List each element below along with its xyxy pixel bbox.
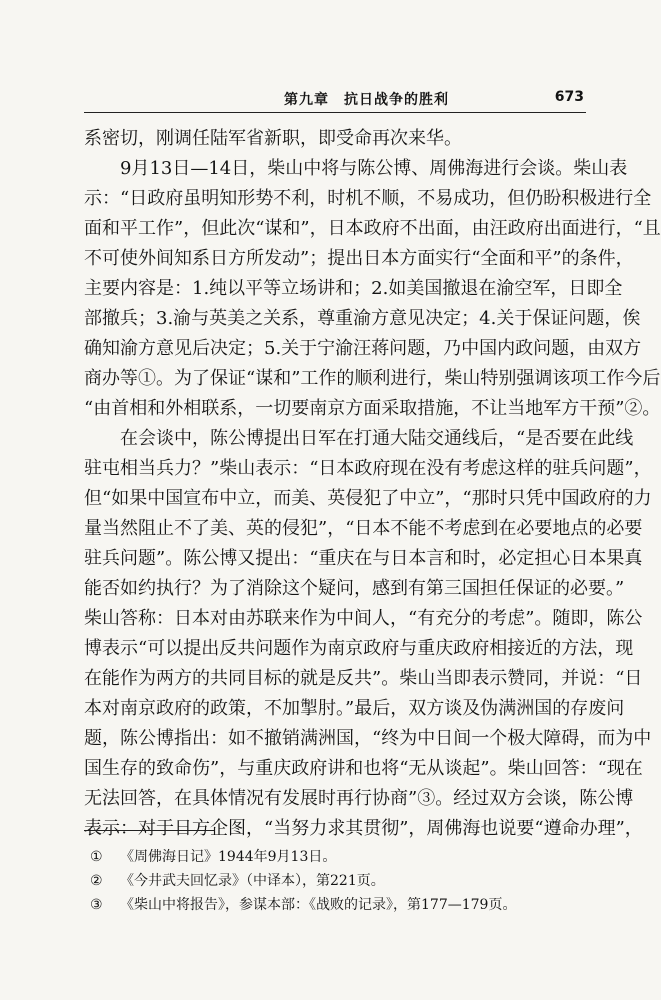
footnote-text: 《今井武夫回忆录》（中译本），第221页。	[120, 873, 385, 889]
text-line: 9月13日—14日，柴山中将与陈公博、周佛海进行会谈。柴山表	[120, 158, 628, 179]
footnote-marker: ②	[90, 873, 103, 889]
text-line: 能否如约执行？为了消除这个疑问，感到有第三国担任保证的必要。”	[84, 578, 625, 599]
text-line: 系密切，刚调任陆军省新职，即受命再次来华。	[84, 128, 462, 149]
text-line: 博表示“可以提出反共问题作为南京政府与重庆政府相接近的方法，现	[84, 638, 634, 659]
text-line: 确知渝方意见后决定；5.关于宁渝汪蒋问题，乃中国内政问题，由双方	[84, 338, 642, 359]
footnote-marker: ①	[90, 849, 103, 865]
footnote-text: 《柴山中将报告》，参谋本部：《战败的记录》，第177—179页。	[120, 897, 517, 913]
text-line: 商办等①。为了保证“谋和”工作的顺利进行，柴山特别强调该项工作今后	[84, 368, 661, 389]
text-line: 本对南京政府的政策，不加掣肘。”最后，双方谈及伪满洲国的存废问	[84, 698, 625, 719]
text-line: 主要内容是：1.纯以平等立场讲和；2.如美国撤退在渝空军，日即全	[84, 278, 623, 299]
text-line: 题，陈公博指出：如不撤销满洲国，“终为中日间一个极大障碍，而为中	[84, 728, 652, 749]
footnote	[90, 869, 586, 893]
chapter-title: 第九章 抗日战争的胜利	[284, 92, 449, 108]
text-line: 国生存的致命伤”，与重庆政府讲和也将“无从谈起”。柴山回答：“现在	[84, 758, 643, 779]
text-line: 示：“日政府虽明知形势不利，时机不顺，不易成功，但仍盼积极进行全	[84, 188, 652, 209]
footnote	[90, 893, 586, 917]
body-text	[84, 124, 661, 844]
text-line: 在会谈中，陈公博提出日军在打通大陆交通线后，“是否要在此线	[120, 428, 634, 449]
page-number: 673	[554, 89, 584, 105]
text-line: 柴山答称：日本对由苏联来作为中间人，“有充分的考虑”。随即，陈公	[84, 608, 643, 629]
footnote	[90, 845, 586, 869]
text-line: 在能作为两方的共同目标的就是反共”。柴山当即表示赞同，并说：“日	[84, 668, 643, 689]
running-header	[84, 88, 586, 113]
text-line: 表示：对于日方企图，“当努力求其贯彻”，周佛海也说要“遵命办理”，	[84, 818, 643, 839]
footnote-marker: ③	[90, 897, 103, 913]
footnote-divider	[84, 830, 214, 831]
footnotes	[90, 845, 586, 917]
text-line: 量当然阻止不了美、英的侵犯”，“日本不能不考虑到在必要地点的必要	[84, 518, 643, 539]
text-line: 部撤兵；3.渝与英美之关系，尊重渝方意见决定；4.关于保证问题，俟	[84, 308, 641, 329]
text-line: 驻屯相当兵力？”柴山表示：“日本政府现在没有考虑这样的驻兵问题”，	[84, 458, 652, 479]
text-line: “由首相和外相联系，一切要南京方面采取措施，不让当地军方干预”②。	[84, 398, 661, 419]
text-line: 不可使外间知系日方所发动”；提出日本方面实行“全面和平”的条件，	[84, 248, 634, 269]
footnote-text: 《周佛海日记》1944年9月13日。	[120, 849, 337, 865]
text-line: 无法回答，在具体情况有发展时再行协商”③。经过双方会谈，陈公博	[84, 788, 634, 809]
text-line: 但“如果中国宣布中立，而美、英侵犯了中立”，“那时只凭中国政府的力	[84, 488, 652, 509]
text-line: 面和平工作”，但此次“谋和”，日本政府不出面，由汪政府出面进行，“且	[84, 218, 661, 239]
text-line: 驻兵问题”。陈公博又提出：“重庆在与日本言和时，必定担心日本果真	[84, 548, 643, 569]
